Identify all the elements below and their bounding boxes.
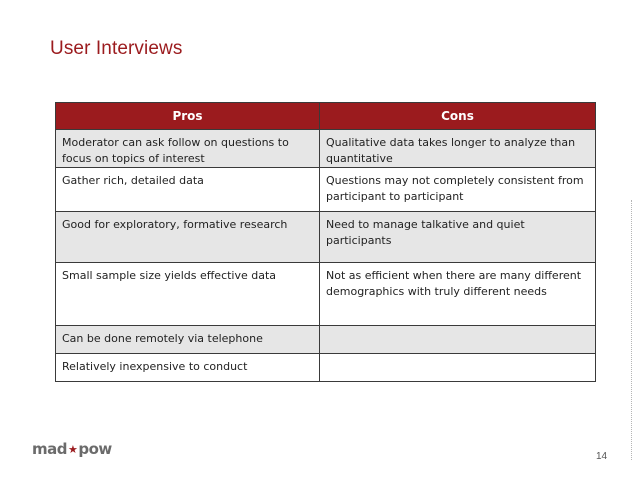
cons-cell: Questions may not completely consistent from participant to participant [320, 168, 596, 212]
pros-cell: Relatively inexpensive to conduct [56, 354, 320, 382]
cons-cell [320, 354, 596, 382]
table-row [56, 326, 596, 354]
pros-cell: Good for exploratory, formative research [56, 212, 320, 263]
table-row [56, 130, 596, 168]
pros-cell: Can be done remotely via telephone [56, 326, 320, 354]
cons-cell: Not as efficient when there are many different demographics with truly different needs [320, 263, 596, 326]
pros-cons-table [55, 102, 596, 382]
table-header-row [56, 103, 596, 130]
side-divider [631, 200, 632, 460]
logo-text-pow: pow [78, 440, 112, 458]
cons-cell [320, 326, 596, 354]
cons-cell: Qualitative data takes longer to analyze than quantitative [320, 130, 596, 168]
cons-cell: Need to manage talkative and quiet participants [320, 212, 596, 263]
star-icon: ★ [68, 442, 78, 456]
slide-title: User Interviews [50, 38, 183, 59]
table-row [56, 212, 596, 263]
pros-cell: Moderator can ask follow on questions to focus on topics of interest [56, 130, 320, 168]
pros-header: Pros [56, 103, 320, 130]
table-row [56, 263, 596, 326]
table-row [56, 168, 596, 212]
cons-header: Cons [320, 103, 596, 130]
pros-cell: Small sample size yields effective data [56, 263, 320, 326]
pros-cell: Gather rich, detailed data [56, 168, 320, 212]
page-number: 14 [596, 451, 608, 462]
mad-pow-logo [32, 440, 112, 458]
table-row [56, 354, 596, 382]
logo-text-mad: mad [32, 440, 67, 458]
